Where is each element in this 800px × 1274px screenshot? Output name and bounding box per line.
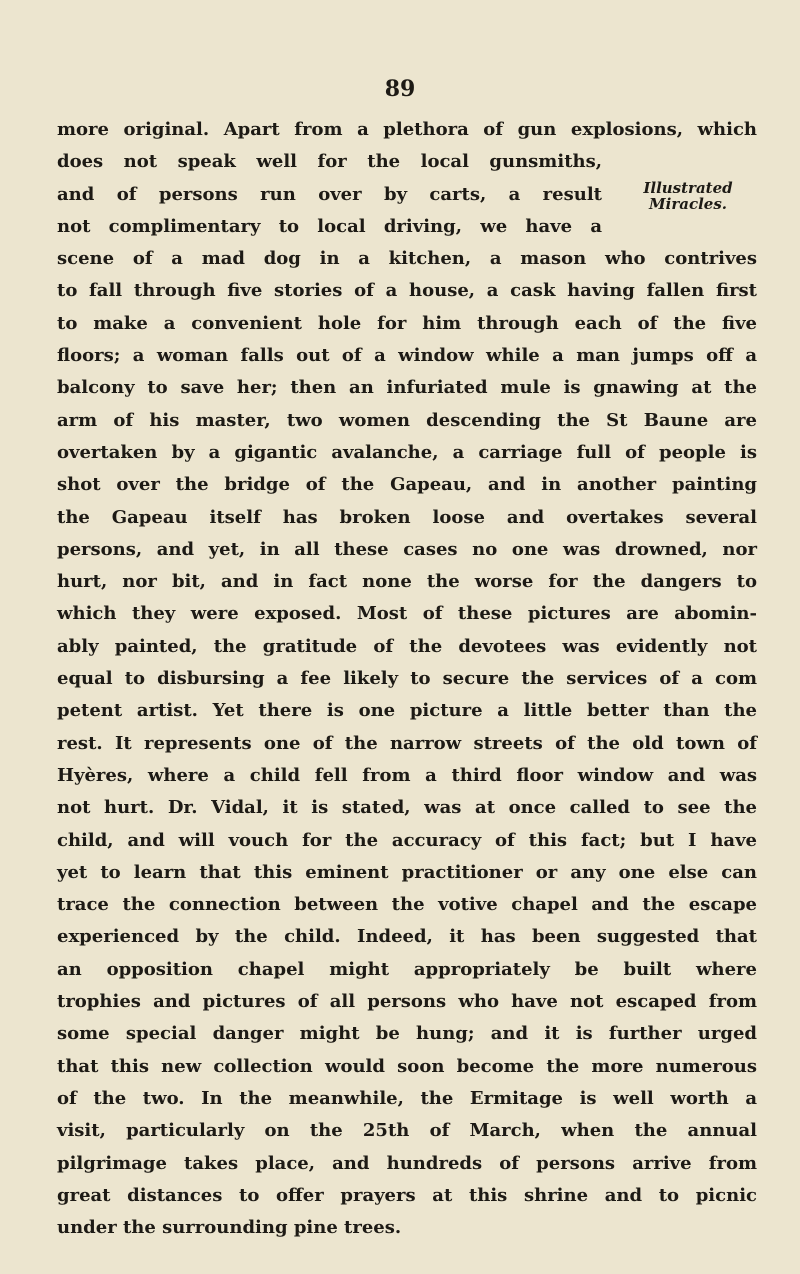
text-line: and of persons run over by carts, a result (57, 183, 602, 205)
text-line: the Gapeau itself has broken loose and overtakes several (57, 506, 757, 528)
text-line: balcony to save her; then an infuriated mule is gnawing at the (57, 377, 757, 399)
text-line: overtaken by a gigantic avalanche, a carriage full of people is (57, 441, 757, 463)
text-line: not hurt. Dr. Vidal, it is stated, was at once called to see the (57, 797, 757, 819)
text-line: yet to learn that this eminent practitioner or any one else can (57, 861, 757, 883)
margin-note-line: Illustrated (643, 179, 733, 197)
text-line: an opposition chapel might appropriately be built where (57, 958, 757, 980)
text-line: that this new collection would soon become the more numerous (57, 1055, 757, 1077)
text-line: equal to disbursing a fee likely to secure the services of a com (57, 668, 757, 690)
text-line: rest. It represents one of the narrow streets of the old town of (57, 732, 757, 754)
text-line: child, and will vouch for the accuracy of this fact; but I have (57, 829, 757, 851)
text-line: to make a convenient hole for him through each of the five (57, 312, 757, 334)
text-line: hurt, nor bit, and in fact none the worse for the dangers to (57, 571, 757, 593)
text-line: under the surrounding pine trees. (57, 1217, 402, 1239)
text-line: arm of his master, two women descending the St Baune are (57, 409, 757, 431)
text-line: floors; a woman falls out of a window while a man jumps off a (57, 345, 757, 367)
text-line: trace the connection between the votive chapel and the escape (57, 894, 757, 916)
text-line: does not speak well for the local gunsmiths, (57, 151, 602, 173)
text-line: visit, particularly on the 25th of March, when the annual (57, 1120, 757, 1142)
text-line: persons, and yet, in all these cases no one was drowned, nor (57, 538, 757, 560)
text-line: trophies and pictures of all persons who have not escaped from (57, 991, 757, 1013)
text-line: more original. Apart from a plethora of gun explosions, which (57, 119, 757, 140)
text-line: petent artist. Yet there is one picture a little better than the (57, 700, 757, 722)
text-line: to fall through five stories of a house, a cask having fallen first (57, 280, 757, 302)
text-line: shot over the bridge of the Gapeau, and in another painting (57, 474, 757, 496)
text-line: ably painted, the gratitude of the devotees was evidently not (57, 635, 757, 657)
text-line: experienced by the child. Indeed, it has been suggested that (57, 926, 757, 948)
text-line: Hyères, where a child fell from a third floor window and was (57, 764, 757, 786)
text-line: great distances to offer prayers at this shrine and to picnic (57, 1184, 757, 1206)
margin-note-line: Miracles. (649, 195, 727, 213)
body-text (57, 114, 757, 1244)
text-line: not complimentary to local driving, we have a (57, 215, 602, 237)
text-line: which they were exposed. Most of these pictures are abomin- (57, 603, 757, 625)
text-line: of the two. In the meanwhile, the Ermitage is well worth a (57, 1087, 757, 1109)
text-line: pilgrimage takes place, and hundreds of persons arrive from (57, 1152, 757, 1174)
page-number: 89 (384, 76, 416, 102)
text-line: scene of a mad dog in a kitchen, a mason who contrives (57, 248, 757, 270)
text-line: some special danger might be hung; and it is further urged (57, 1023, 757, 1045)
